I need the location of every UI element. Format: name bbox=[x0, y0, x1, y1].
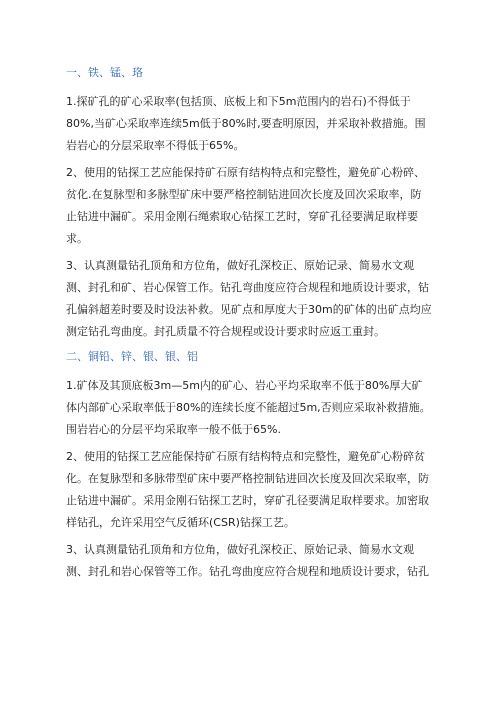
text-line: 2、使用的钻探工艺应能保持矿石原有结构特点和完整性，避免矿心粉碎、 bbox=[66, 166, 425, 179]
text-line: 1.矿体及其顶底板3m—5m内的矿心、岩心平均采取率不低于80%厚大矿 bbox=[66, 379, 423, 392]
text-line: 贫化.在复脉型和多脉型矿床中要严格控制钻进回次长度及回次采取率，防 bbox=[66, 188, 422, 201]
text-line: 止钻进中漏矿。采用金刚石钻探工艺时，穿矿孔径要满足取样要求。加密取 bbox=[66, 494, 429, 507]
text-line: 1.探矿孔的矿心采取率(包括顶、底板上和下5m范围内的岩石)不得低于 bbox=[66, 95, 411, 108]
paragraph-core-recovery bbox=[66, 91, 438, 157]
paragraph-borehole-measurement bbox=[66, 255, 438, 343]
text-line: 求。 bbox=[66, 232, 88, 245]
paragraph-drilling-technique bbox=[66, 162, 438, 250]
paragraph-drilling-technique bbox=[66, 446, 438, 534]
text-line: 孔偏斜超差时要及时设法补救。见矿点和厚度大于30m的矿体的出矿点均应 bbox=[66, 303, 432, 316]
text-line: 测、封孔和岩心保管等工作。钻孔弯曲度应符合规程和地质设计要求，钻孔 bbox=[66, 565, 429, 578]
text-line: 化。在复脉型和多脉带型矿床中要严格控制钻进回次长度及回次采取率，防 bbox=[66, 472, 429, 485]
section-heading-iron-manganese: 一、铁、锰、珞 bbox=[66, 66, 143, 79]
paragraph-core-recovery bbox=[66, 375, 438, 441]
text-line: 止钻进中漏矿。采用金刚石绳索取心钻探工艺时，穿矿孔径要满足取样要 bbox=[66, 210, 418, 223]
text-line: 体内部矿心采取率低于80%的连续长度不能超过5m,否则应采取补救措施。 bbox=[66, 401, 431, 414]
text-line: 3、认真测量钻孔顶角和方位角，做好孔深校正、原始记录、简易水文观 bbox=[66, 543, 414, 556]
text-line: 样钻孔，允许采用空气反循环(CSR)钻探工艺。 bbox=[66, 516, 295, 529]
text-line: 3、认真测量钻孔顶角和方位角，做好孔深校正、原始记录、简易水文观 bbox=[66, 259, 414, 272]
paragraph-borehole-measurement bbox=[66, 539, 438, 583]
text-line: 测、封孔和矿、岩心保管工作。钻孔弯曲度应符合规程和地质设计要求，钻 bbox=[66, 281, 429, 294]
text-line: 2、使用的钻探工艺应能保持矿石原有结构特点和完整性，避免矿心粉碎贫 bbox=[66, 450, 425, 463]
document-body bbox=[66, 64, 438, 588]
text-line: 围岩岩心的分层平均采取率一般不低于65%. bbox=[66, 423, 281, 436]
section-heading-copper-lead-zinc: 二、铜铅、锌、银、银、铝 bbox=[66, 350, 198, 363]
text-line: 岩岩心的分层采取率不得低于65%。 bbox=[66, 139, 245, 152]
text-line: 80%,当矿心采取率连续5m低于80%时,要查明原因，并采取补救措施。围 bbox=[66, 117, 426, 130]
text-line: 测定钻孔弯曲度。封孔质量不符合规程或设计要求时应返工重封。 bbox=[66, 325, 385, 338]
